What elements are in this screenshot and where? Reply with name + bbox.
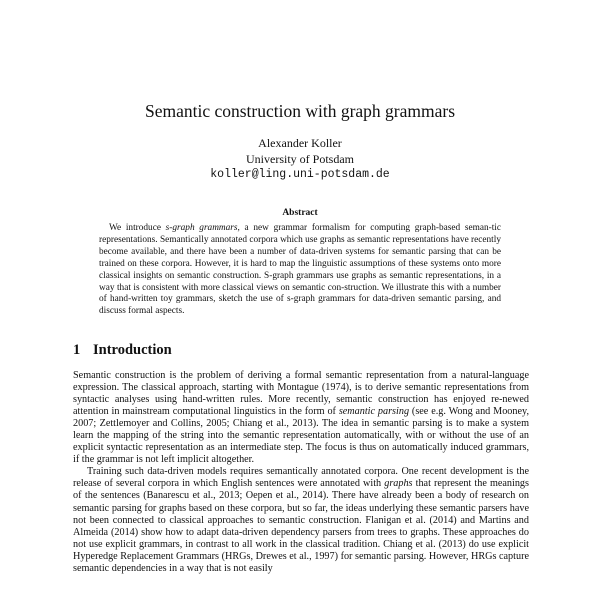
author-name: Alexander Koller xyxy=(258,136,342,150)
abstract-heading: Abstract xyxy=(282,208,318,218)
author-block xyxy=(0,136,600,183)
author-affiliation: University of Potsdam xyxy=(246,151,354,166)
paragraph-emphasis: semantic parsing xyxy=(338,406,410,418)
paragraph-text: Semantic construction is the problem of deriving a formal semantic representation from a natural-language expression. The classical approach, starting with Montague (1974), is to derive semantic representations from syntactic analyses using hand-written rules. More recently, semantic construction has enjoyed re-newed attention in mainstream computational linguistics in the form of xyxy=(73,370,529,418)
section-title: Introduction xyxy=(93,342,172,358)
paragraph-text: Training such data-driven models requires semantically annotated corpora. One recent development is the release of several corpora in which English sentences were annotated with xyxy=(73,466,529,490)
section-heading-introduction xyxy=(73,341,172,359)
paper-title: Semantic construction with graph grammars xyxy=(144,101,456,121)
paragraph xyxy=(73,466,529,574)
paragraph xyxy=(73,370,529,466)
introduction-body xyxy=(73,370,529,575)
paragraph-text: that represent the meanings of the sentences (Banarescu et al., 2013; Oepen et al., 2014). There have already been a body of research on semantic parsing for graphs based on these corpora, but so far, the ideas underlying these semantic parsers have not been connected to classical approaches to semantic construction. Flanigan et al. (2014) and Martins and Almeida (2014) show how to adapt data-driven dependency parsers from trees to graphs. These approaches do not use explicit grammars, in contrast to all work in the classical tradition. Chiang et al. (2013) do use explicit Hyperedge Replacement Grammars (HRGs, Drewes et al., 1997) for semantic parsing. However, HRGs capture semantic dependencies in a way that is not easily xyxy=(73,478,529,574)
paragraph-emphasis: graphs xyxy=(384,478,413,490)
abstract-text-part: , a new grammar formalism for computing graph-based seman-tic representations. Semantically annotated corpora which use graphs as semantic representations have recently become available, and there have been a number of data-driven systems for semantic parsing that can be trained on these corpora. However, it is hard to map the linguistic assumptions of these systems onto more classical insights on semantic construction. S-graph grammars use graphs as semantic representations, in a way that is consistent with more classical views on semantic con-struction. We illustrate this with a number of hand-written toy grammars, sketch the use of s-graph grammars for data-driven semantic parsing, and discuss formal aspects. xyxy=(99,223,501,317)
section-number: 1 xyxy=(73,342,81,358)
abstract-text-part: We introduce xyxy=(109,223,166,233)
paragraph-text: (see e.g. Wong and Mooney, 2007; Zettlemoyer and Collins, 2005; Chiang et al., 2013). The idea in semantic parsing is to make a system learn the mapping of the string into the semantic representation automatically, with or without the use of an explicit syntactic representation as an intermediate step. The focus is thus on automatically induced grammars, if the grammar is not left implicit altogether. xyxy=(73,406,529,466)
author-email[interactable]: koller@ling.uni-potsdam.de xyxy=(210,168,390,181)
abstract-text xyxy=(99,223,501,318)
abstract-emphasis: s-graph grammars xyxy=(165,223,238,233)
